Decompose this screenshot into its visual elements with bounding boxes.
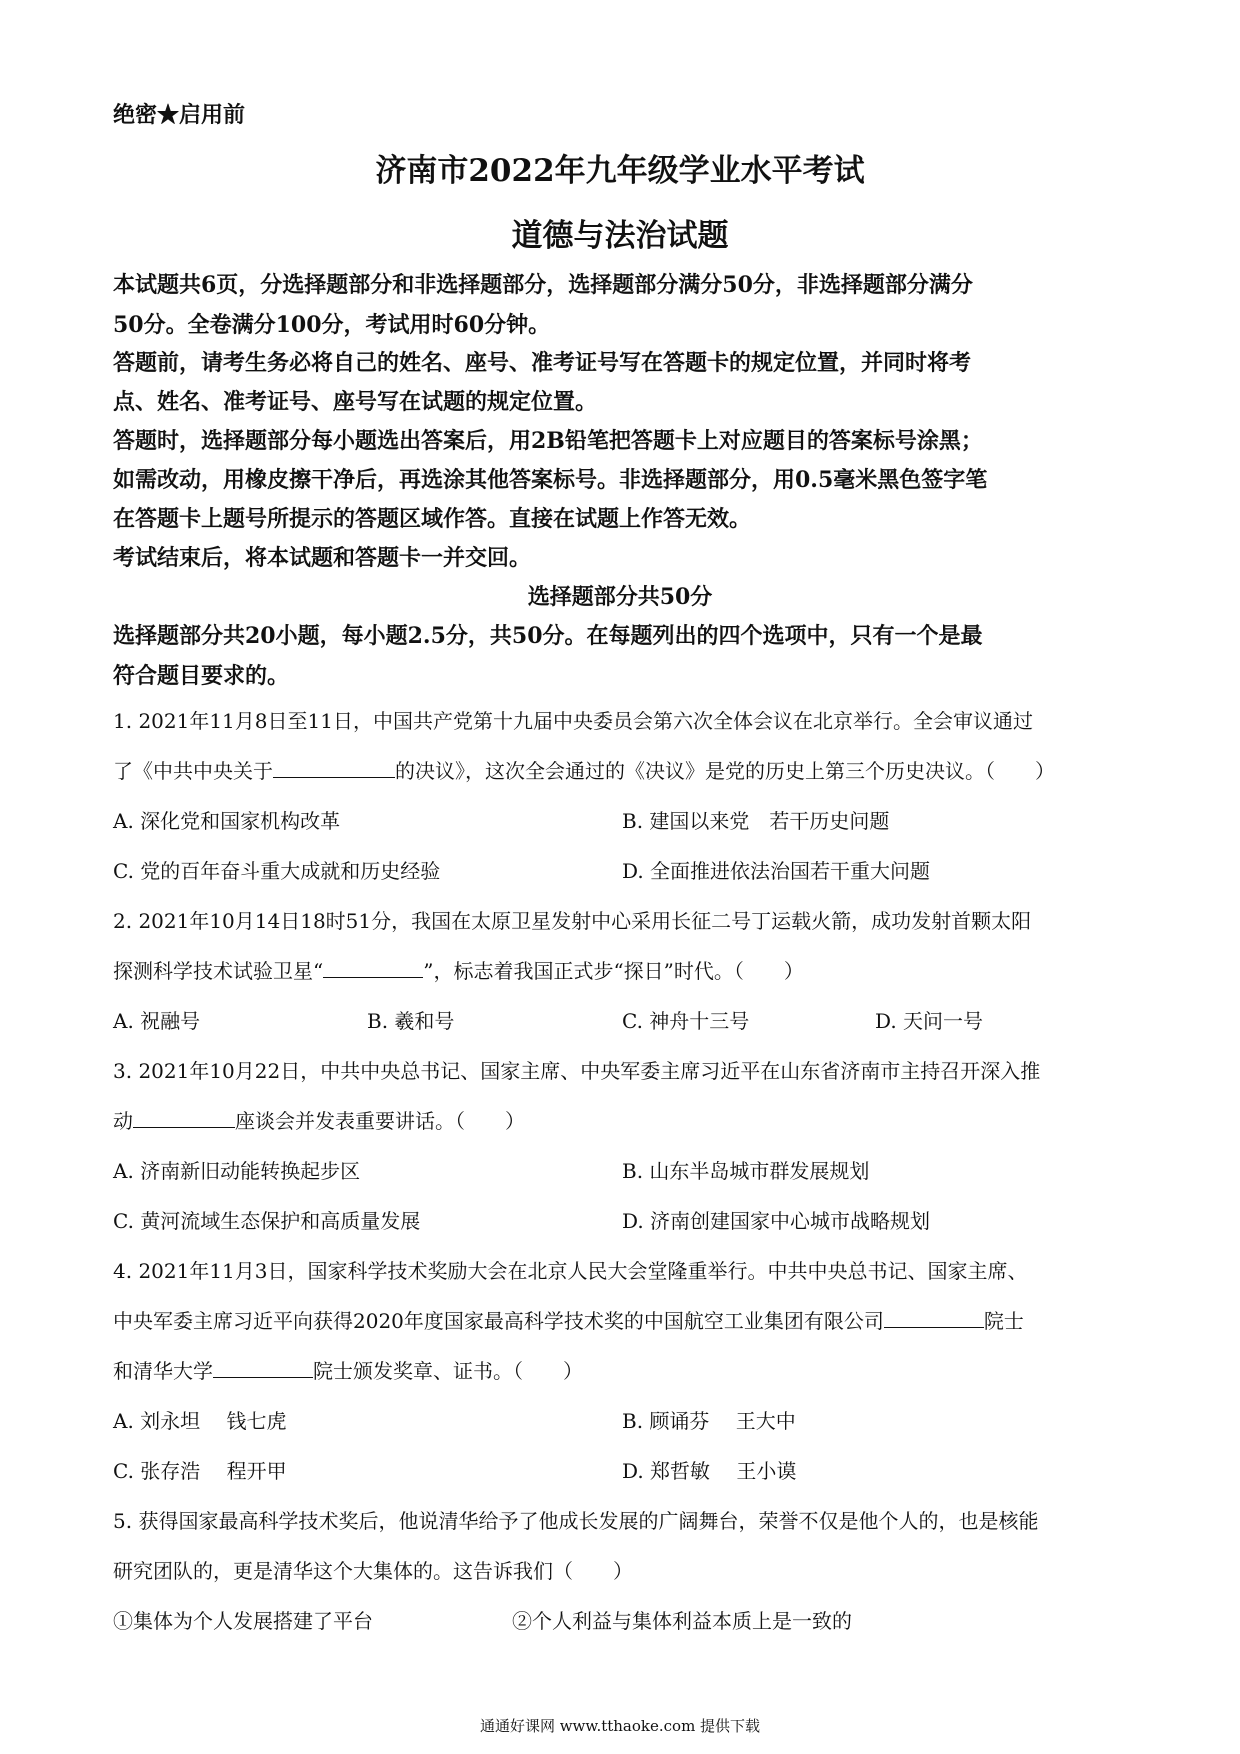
section-desc: 选择题部分共20小题，每小题2.5分，共50分。在每题列出的四个选项中，只有一个是最 bbox=[113, 623, 983, 649]
question-4-stem: 4. 2021年11月3日，国家科学技术奖励大会在北京人民大会堂隆重举行。中共中央总书记、国家主席、 bbox=[113, 1259, 1028, 1283]
question-4-stem-3 bbox=[113, 1355, 583, 1384]
option-d: D. 郑哲敏 王小谟 bbox=[622, 1459, 797, 1483]
exam-title: 济南市2022年九年级学业水平考试 bbox=[375, 153, 865, 189]
section-desc: 符合题目要求的。 bbox=[113, 663, 290, 689]
stem-text: 探测科学技术试验卫星“ bbox=[113, 959, 324, 983]
option-d: D. 全面推进依法治国若干重大问题 bbox=[622, 859, 931, 883]
option-c: C. 神舟十三号 bbox=[622, 1009, 750, 1033]
question-3-stem: 3. 2021年10月22日，中共中央总书记、国家主席、中央军委主席习近平在山东省济南市主持召开深入推 bbox=[113, 1059, 1041, 1083]
exam-subtitle: 道德与法治试题 bbox=[511, 218, 729, 254]
section-title: 选择题部分共50分 bbox=[527, 584, 713, 610]
option-b: B. 羲和号 bbox=[367, 1009, 455, 1033]
option-b: B. 山东半岛城市群发展规划 bbox=[622, 1159, 870, 1183]
option-d: D. 济南创建国家中心城市战略规划 bbox=[622, 1209, 931, 1233]
stem-text: 的决议》，这次全会通过的《决议》是党的历史上第三个历史决议。（ ） bbox=[395, 759, 1055, 783]
statement-2: ②个人利益与集体利益本质上是一致的 bbox=[512, 1609, 852, 1633]
option-a: A. 刘永坦 钱七虎 bbox=[113, 1409, 287, 1433]
option-d: D. 天问一号 bbox=[875, 1009, 984, 1033]
instruction-line: 答题时，选择题部分每小题选出答案后，用2B铅笔把答题卡上对应题目的答案标号涂黑； bbox=[113, 428, 983, 454]
confidential-label: 绝密★启用前 bbox=[113, 102, 246, 128]
question-3-stem-2 bbox=[113, 1105, 525, 1134]
instruction-line: 50分。全卷满分100分，考试用时60分钟。 bbox=[113, 312, 551, 338]
stem-text: 中央军委主席习近平向获得2020年度国家最高科学技术奖的中国航空工业集团有限公司 bbox=[113, 1309, 884, 1333]
option-b: B. 顾诵芬 王大中 bbox=[622, 1409, 796, 1433]
option-c: C. 张存浩 程开甲 bbox=[113, 1459, 287, 1483]
question-1-stem: 1. 2021年11月8日至11日，中国共产党第十九届中央委员会第六次全体会议在北京举行。全会审议通过 bbox=[113, 709, 1033, 733]
instruction-line: 点、姓名、准考证号、座号写在试题的规定位置。 bbox=[113, 389, 598, 415]
answer-blank bbox=[213, 1359, 313, 1378]
option-c: C. 黄河流域生态保护和高质量发展 bbox=[113, 1209, 421, 1233]
question-4-stem-2 bbox=[113, 1305, 1024, 1334]
question-2-stem: 2. 2021年10月14日18时51分，我国在太原卫星发射中心采用长征二号丁运载火箭，成功发射首颗太阳 bbox=[113, 909, 1032, 933]
instruction-line: 考试结束后，将本试题和答题卡一并交回。 bbox=[113, 545, 532, 571]
stem-text: 动 bbox=[113, 1109, 133, 1133]
stem-text: 院士 bbox=[983, 1309, 1024, 1333]
stem-text: 和清华大学 bbox=[113, 1359, 213, 1383]
option-b: B. 建国以来党 若干历史问题 bbox=[622, 809, 890, 833]
option-a: A. 祝融号 bbox=[113, 1009, 201, 1033]
answer-blank bbox=[323, 959, 423, 978]
question-2-stem-2 bbox=[113, 955, 804, 984]
instruction-line: 如需改动，用橡皮擦干净后，再选涂其他答案标号。非选择题部分，用0.5毫米黑色签字笔 bbox=[113, 467, 988, 493]
answer-blank bbox=[273, 759, 395, 778]
question-1-stem-2 bbox=[113, 755, 1055, 784]
answer-blank bbox=[884, 1309, 984, 1328]
question-5-stem: 5. 获得国家最高科学技术奖后，他说清华给予了他成长发展的广阔舞台，荣誉不仅是他个人的，也是核能 bbox=[113, 1509, 1039, 1533]
instruction-line: 在答题卡上题号所提示的答题区域作答。直接在试题上作答无效。 bbox=[113, 506, 752, 532]
answer-blank bbox=[133, 1109, 235, 1128]
statement-1: ①集体为个人发展搭建了平台 bbox=[113, 1609, 373, 1633]
option-c: C. 党的百年奋斗重大成就和历史经验 bbox=[113, 859, 441, 883]
stem-text: 院士颁发奖章、证书。（ ） bbox=[313, 1359, 583, 1383]
question-5-stem-2: 研究团队的，更是清华这个大集体的。这告诉我们（ ） bbox=[113, 1559, 633, 1583]
stem-text: 了《中共中央关于 bbox=[113, 759, 273, 783]
instruction-line: 答题前，请考生务必将自己的姓名、座号、准考证号写在答题卡的规定位置，并同时将考 bbox=[113, 350, 972, 376]
option-a: A. 济南新旧动能转换起步区 bbox=[113, 1159, 361, 1183]
option-a: A. 深化党和国家机构改革 bbox=[113, 809, 341, 833]
stem-text: ”，标志着我国正式步“探日”时代。（ ） bbox=[423, 959, 804, 983]
stem-text: 座谈会并发表重要讲话。（ ） bbox=[235, 1109, 525, 1133]
instruction-line: 本试题共6页，分选择题部分和非选择题部分，选择题部分满分50分，非选择题部分满分 bbox=[113, 272, 973, 298]
footer-watermark: 通通好课网 www.tthaoke.com 提供下载 bbox=[479, 1717, 761, 1735]
